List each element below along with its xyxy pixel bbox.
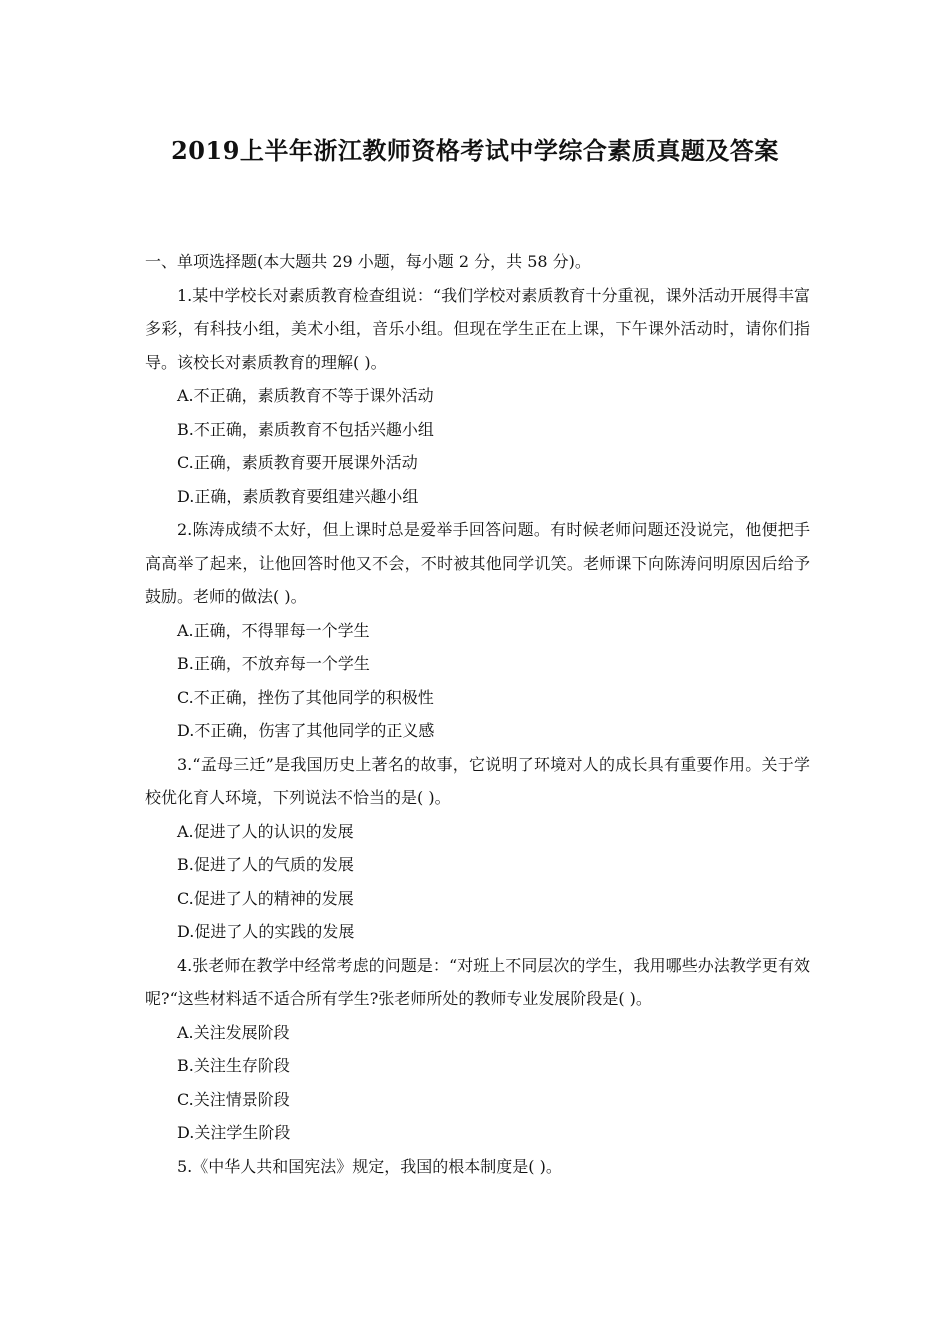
option-d: D.正确，素质教育要组建兴趣小组 <box>177 486 419 506</box>
option-a: A.促进了人的认识的发展 <box>177 821 354 841</box>
option-b: B.关注生存阶段 <box>177 1056 290 1075</box>
option-c: C.正确，素质教育要开展课外活动 <box>177 453 418 472</box>
option-b: B.促进了人的气质的发展 <box>177 855 354 874</box>
option-d: D.关注学生阶段 <box>177 1123 291 1142</box>
option-d: D.促进了人的实践的发展 <box>177 922 355 941</box>
question-stem: 1.某中学校长对素质教育检查组说：“我们学校对素质教育十分重视，课外活动开展得丰富多彩，有科技小组，美术小组，音乐小组。但现在学生正在上课，下午课外活动时，请你们指导。该校长对素质教育的理解( )。 <box>145 285 810 372</box>
question-stem: 3.“孟母三迁”是我国历史上著名的故事，它说明了环境对人的成长具有重要作用。关于学校优化育人环境，下列说法不恰当的是( )。 <box>145 754 810 807</box>
option-c: C.促进了人的精神的发展 <box>177 888 354 908</box>
question-stem: 5.《中华人共和国宪法》规定，我国的根本制度是( )。 <box>177 1156 562 1176</box>
question-1 <box>145 279 810 514</box>
option-a: A.关注发展阶段 <box>177 1022 290 1042</box>
document-body <box>145 245 810 1183</box>
option-a: A.正确，不得罪每一个学生 <box>177 620 370 640</box>
document-title: 2019上半年浙江教师资格考试中学综合素质真题及答案 <box>171 136 779 165</box>
option-c: C.不正确，挫伤了其他同学的积极性 <box>177 687 434 707</box>
question-stem: 2.陈涛成绩不太好，但上课时总是爱举手回答问题。有时候老师问题还没说完，他便把手高高举了起来，让他回答时他又不会，不时被其他同学讥笑。老师课下向陈涛问明原因后给予鼓励。老师的做法( )。 <box>145 520 810 606</box>
question-4 <box>145 949 810 1150</box>
question-2 <box>145 513 810 748</box>
question-5 <box>145 1150 810 1184</box>
option-c: C.关注情景阶段 <box>177 1089 290 1109</box>
question-stem: 4.张老师在教学中经常考虑的问题是：“对班上不同层次的学生，我用哪些办法教学更有效呢?“这些材料适不适合所有学生?张老师所处的教师专业发展阶段是( )。 <box>145 955 810 1008</box>
section-heading: 一、单项选择题(本大题共 29 小题，每小题 2 分，共 58 分)。 <box>145 252 591 271</box>
option-a: A.不正确，素质教育不等于课外活动 <box>177 386 434 405</box>
option-d: D.不正确，伤害了其他同学的正义感 <box>177 721 435 740</box>
option-b: B.正确，不放弃每一个学生 <box>177 654 370 673</box>
option-b: B.不正确，素质教育不包括兴趣小组 <box>177 419 434 439</box>
question-3 <box>145 748 810 949</box>
